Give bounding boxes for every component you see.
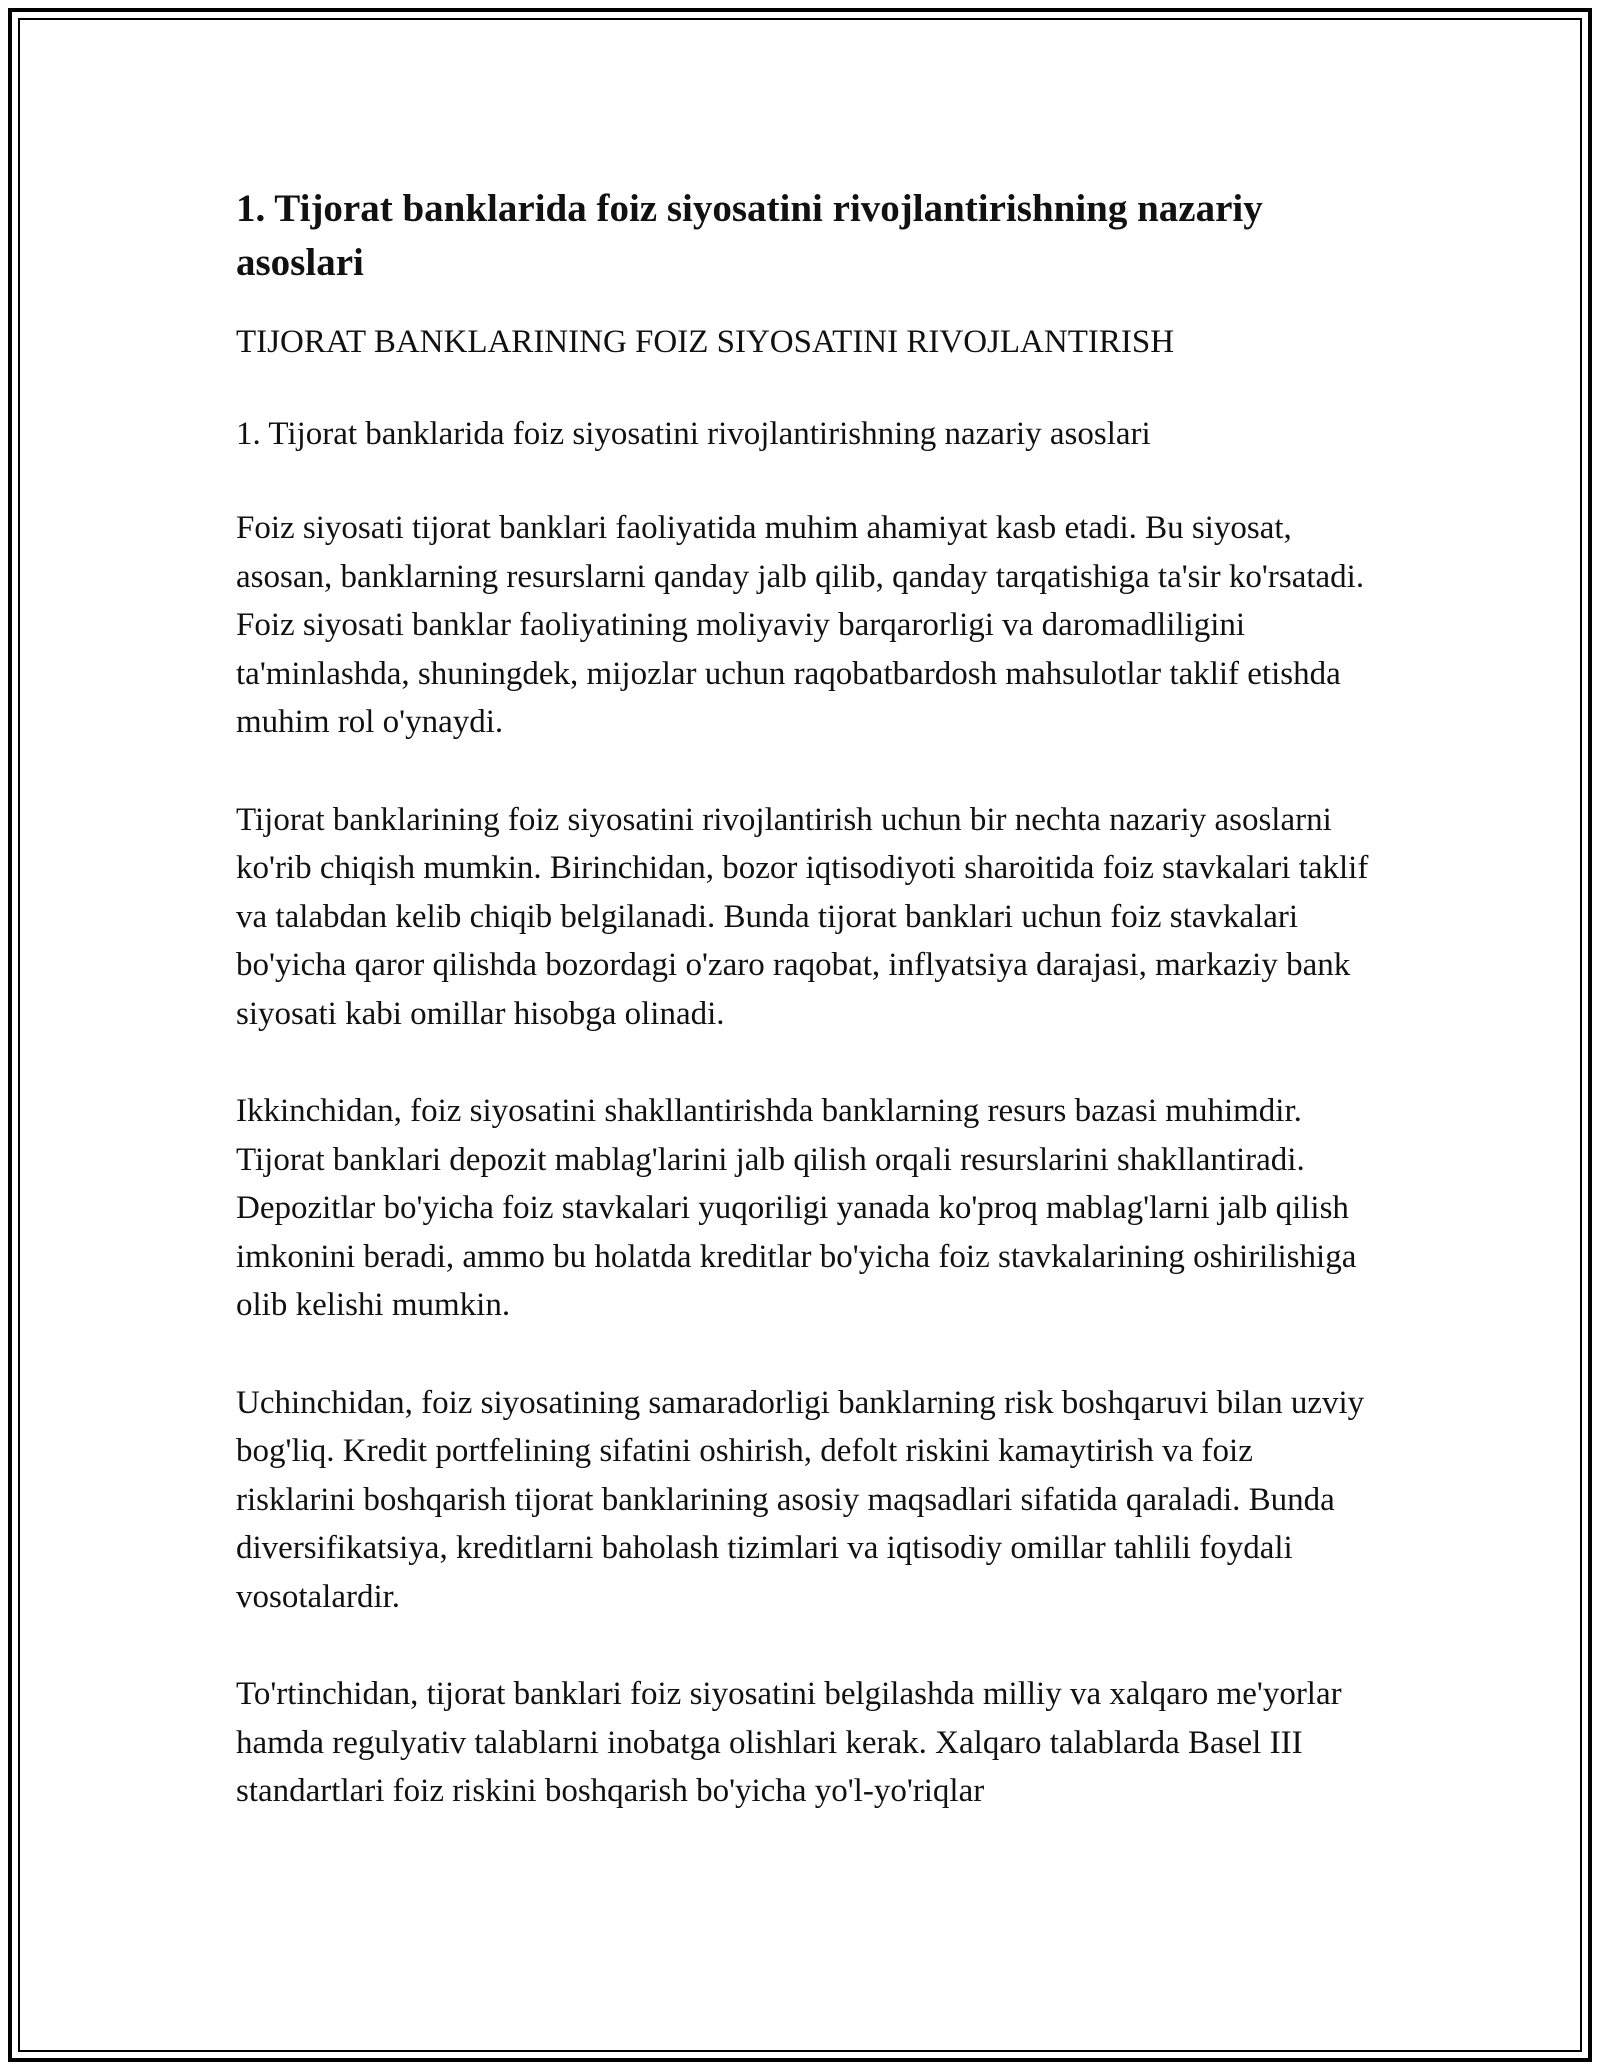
paragraph-5: To'rtinchidan, tijorat banklari foiz siyosatini belgilashda milliy va xalqaro me'yorlar hamda regulyativ talablarni inobatga olishlari kerak. Xalqaro talablarda Basel III standartlari foiz riskini boshqarish bo'yicha yo'l-yo'riqlar <box>236 1676 1342 1809</box>
paragraph-3: Ikkinchidan, foiz siyosatini shakllantirishda banklarning resurs bazasi muhimdir. Tijorat banklari depozit mablag'larini jalb qilish orqali resurslarini shakllantiradi. Depozitlar bo'yicha foiz stavkalari yuqoriligi yanada ko'proq mablag'larni jalb qilish imkonini beradi, ammo bu holatda kreditlar bo'yicha foiz stavkalarining oshirilishiga olib kelishi mumkin. <box>236 1093 1357 1323</box>
section-title: TIJORAT BANKLARINING FOIZ SIYOSATINI RIVOJLANTIRISH <box>236 324 1175 360</box>
subsection-title: 1. Tijorat banklarida foiz siyosatini rivojlantirishning nazariy asoslari <box>236 416 1151 452</box>
document-body <box>236 182 1376 1865</box>
paragraph-2: Tijorat banklarining foiz siyosatini rivojlantirish uchun bir nechta nazariy asoslarni ko'rib chiqish mumkin. Birinchidan, bozor iqtisodiyoti sharoitida foiz stavkalari taklif va talabdan kelib chiqib belgilanadi. Bunda tijorat banklari uchun foiz stavkalari bo'yicha qaror qilishda bozordagi o'zaro raqobat, inflyatsiya darajasi, markaziy bank siyosati kabi omillar hisobga olinadi. <box>236 801 1369 1032</box>
paragraph-1: Foiz siyosati tijorat banklari faoliyatida muhim ahamiyat kasb etadi. Bu siyosat, asosan, banklarning resurslarni qanday jalb qilib, qanday tarqatishiga ta'sir ko'rsatadi. Foiz siyosati banklar faoliyatining moliyaviy barqarorligi va daromadliligini ta'minlashda, shuningdek, mijozlar uchun raqobatbardosh mahsulotlar taklif etishda muhim rol o'ynaydi. <box>236 510 1365 740</box>
paragraph-4: Uchinchidan, foiz siyosatining samaradorligi banklarning risk boshqaruvi bilan uzviy bog'liq. Kredit portfelining sifatini oshirish, defolt riskini kamaytirish va foiz risklarini boshqarish tijorat banklarining asosiy maqsadlari sifatida qaraladi. Bunda diversifikatsiya, kreditlarni baholash tizimlari va iqtisodiy omillar tahlili foydali vosotalardir. <box>236 1384 1365 1615</box>
page-heading: 1. Tijorat banklarida foiz siyosatini rivojlantirishning nazariy asoslari <box>236 187 1263 284</box>
